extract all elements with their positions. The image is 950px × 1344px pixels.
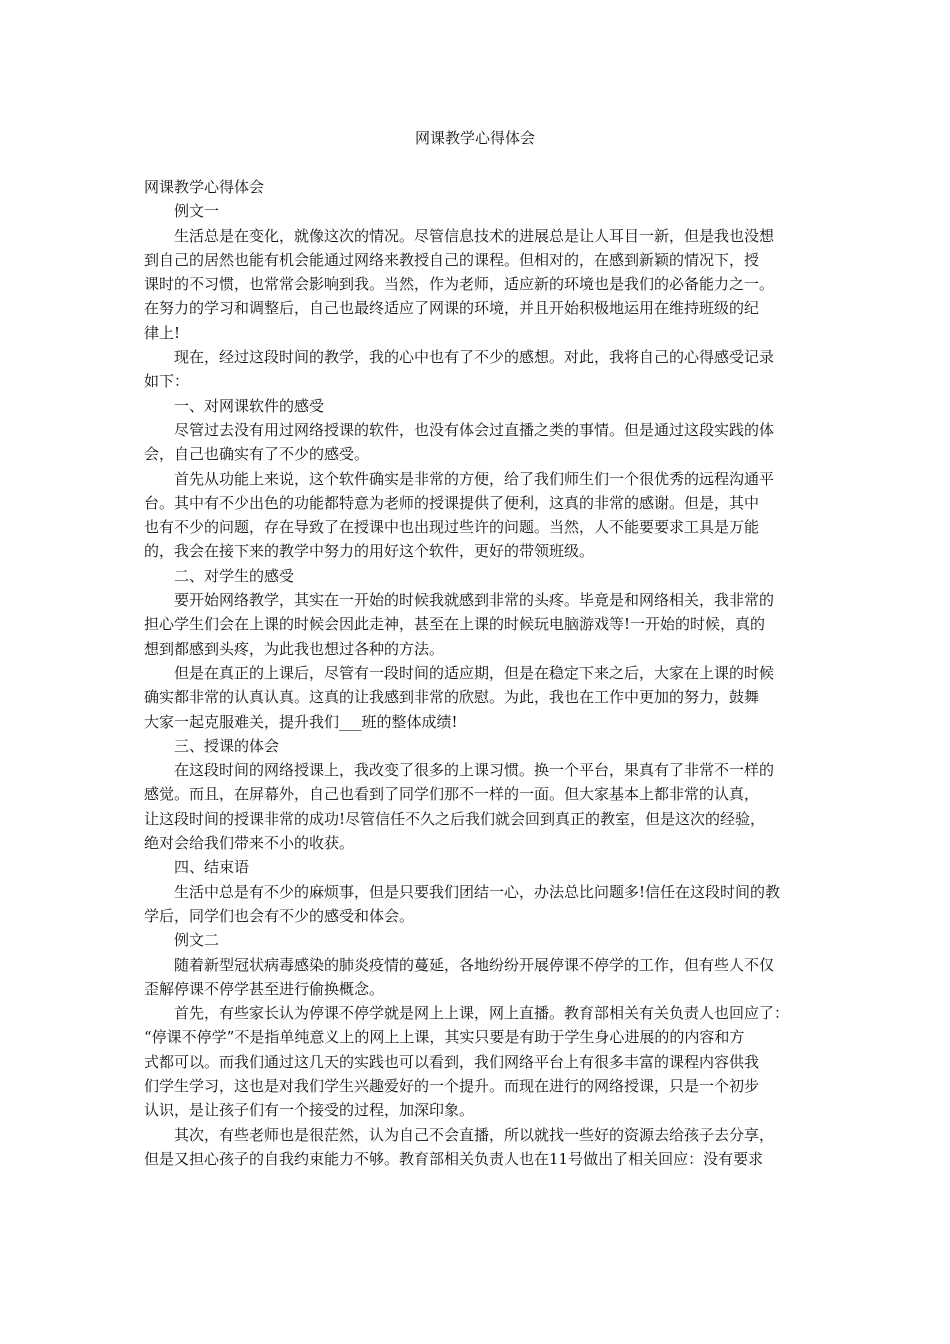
- text-line: 大家一起克服难关，提升我们___班的整体成绩!: [144, 712, 458, 731]
- text-line: 也有不少的问题，存在导致了在授课中也出现过些许的问题。当然，人不能要要求工具是万能: [144, 518, 760, 537]
- text-line: 首先，有些家长认为停课不停学就是网上上课，网上直播。教育部相关有关负责人也回应了：: [144, 1004, 790, 1023]
- text-line: 二、对学生的感受: [144, 566, 295, 585]
- text-line: 现在，经过这段时间的教学，我的心中也有了不少的感想。对此，我将自己的心得感受记录: [144, 348, 775, 367]
- text-line: 认识，是让孩子们有一个接受的过程，加深印象。: [144, 1101, 475, 1120]
- text-line: 到自己的居然也能有机会能通过网络来教授自己的课程。但相对的，在感到新颖的情况下，授: [144, 250, 760, 269]
- text-line: 会，自己也确实有了不少的感受。: [144, 445, 370, 464]
- text-line: 一、对网课软件的感受: [144, 396, 325, 415]
- text-line: 的，我会在接下来的教学中努力的用好这个软件，更好的带领班级。: [144, 542, 595, 561]
- text-line: 但是在真正的上课后，尽管有一段时间的适应期，但是在稳定下来之后，大家在上课的时候: [144, 663, 775, 682]
- text-line: “停课不停学”不是指单纯意义上的网上上课，其实只要是有助于学生身心进展的的内容和方: [144, 1028, 745, 1047]
- text-line: 网课教学心得体会: [144, 178, 265, 196]
- text-line: 其次，有些老师也是很茫然，认为自己不会直播，所以就找一些好的资源去给孩子去分享，: [144, 1125, 775, 1144]
- text-line: 如下：: [144, 372, 190, 391]
- text-line: 歪解停课不停学甚至进行偷换概念。: [144, 979, 385, 998]
- text-line: 要开始网络教学，其实在一开始的时候我就感到非常的头疼。毕竟是和网络相关，我非常的: [144, 591, 775, 610]
- text-line: 担心学生们会在上课的时候会因此走神，甚至在上课的时候玩电脑游戏等!一开始的时候，真的: [144, 615, 766, 634]
- text-line: 想到都感到头疼，为此我也想过各种的方法。: [144, 639, 445, 658]
- text-line: 们学生学习，这也是对我们学生兴趣爱好的一个提升。而现在进行的网络授课，只是一个初步: [144, 1076, 760, 1095]
- text-line: 式都可以。而我们通过这几天的实践也可以看到，我们网络平台上有很多丰富的课程内容供我: [144, 1052, 760, 1071]
- text-line: 四、结束语: [144, 858, 250, 877]
- text-line: 随着新型冠状病毒感染的肺炎疫情的蔓延，各地纷纷开展停课不停学的工作，但有些人不仅: [144, 955, 775, 974]
- text-line: 绝对会给我们带来不小的收获。: [144, 834, 355, 853]
- text-line: 台。其中有不少出色的功能都特意为老师的授课提供了便利，这真的非常的感谢。但是，其中: [144, 493, 760, 512]
- text-line: 确实都非常的认真认真。这真的让我感到非常的欣慰。为此，我也在工作中更加的努力，鼓舞: [144, 688, 760, 707]
- text-line: 让这段时间的授课非常的成功!尽管信任不久之后我们就会回到真正的教室，但是这次的经验，: [144, 809, 766, 828]
- text-line: 在努力的学习和调整后，自己也最终适应了网课的环境，并且开始积极地运用在维持班级的纪: [144, 299, 760, 318]
- text-line: 课时的不习惯，也常常会影响到我。当然，作为老师，适应新的环境也是我们的必备能力之一。: [144, 275, 775, 294]
- text-line: 例文二: [144, 931, 220, 950]
- text-line: 例文一: [144, 202, 220, 221]
- text-line: 但是又担心孩子的自我约束能力不够。教育部相关负责人也在11号做出了相关回应：没有要求: [144, 1149, 764, 1168]
- text-line: 律上!: [144, 323, 181, 342]
- text-line: 在这段时间的网络授课上，我改变了很多的上课习惯。换一个平台，果真有了非常不一样的: [144, 761, 775, 780]
- text-line: 三、授课的体会: [144, 736, 280, 755]
- text-line: 生活中总是有不少的麻烦事，但是只要我们团结一心，办法总比问题多!信任在这段时间的教: [144, 882, 781, 901]
- text-line: 学后，同学们也会有不少的感受和体会。: [144, 906, 415, 925]
- text-line: 首先从功能上来说，这个软件确实是非常的方便，给了我们师生们一个很优秀的远程沟通平: [144, 469, 775, 488]
- text-line: 感觉。而且，在屏幕外，自己也看到了同学们那不一样的一面。但大家基本上都非常的认真，: [144, 785, 760, 804]
- text-line: 尽管过去没有用过网络授课的软件，也没有体会过直播之类的事情。但是通过这段实践的体: [144, 420, 775, 439]
- text-line: 生活总是在变化，就像这次的情况。尽管信息技术的进展总是让人耳目一新，但是我也没想: [144, 226, 775, 245]
- document-title: 网课教学心得体会: [414, 129, 535, 147]
- document-body: [144, 175, 808, 1171]
